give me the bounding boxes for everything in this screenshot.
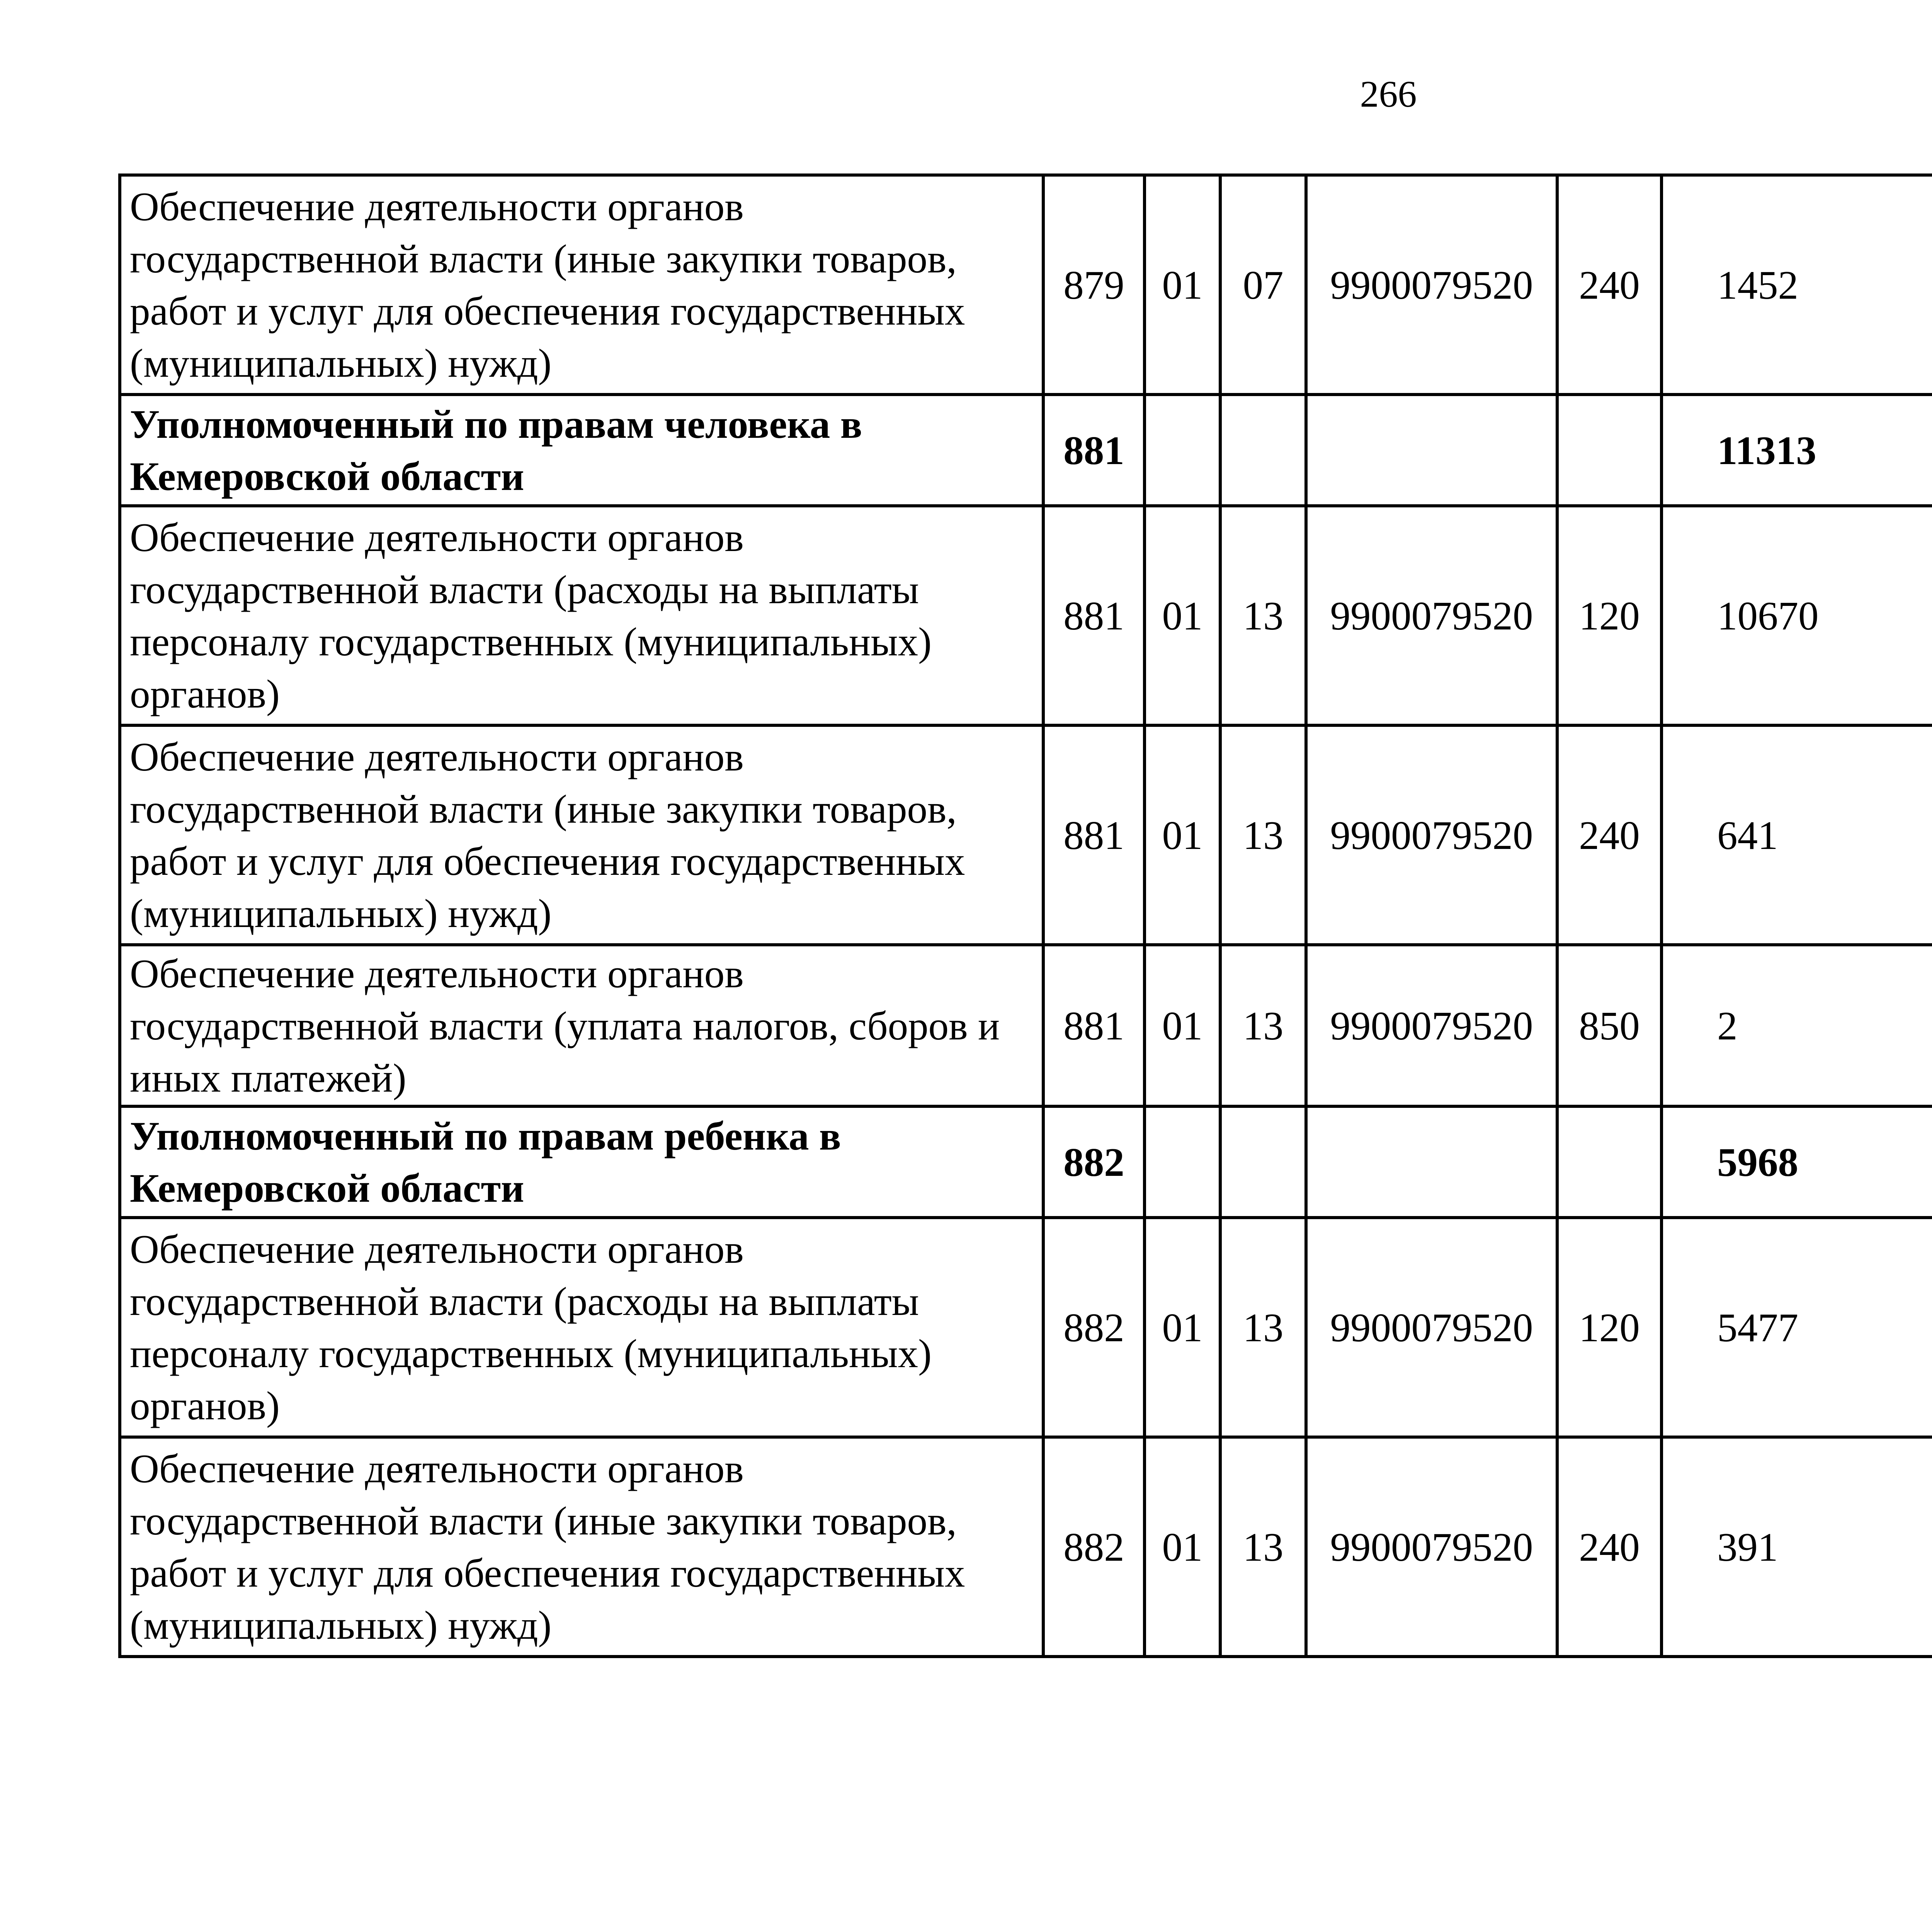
ved-code: 881 xyxy=(1043,945,1145,1106)
subsection-code: 13 xyxy=(1220,1218,1306,1437)
table-row xyxy=(120,1106,1932,1218)
subsection-code xyxy=(1220,1106,1306,1218)
expense-type-code xyxy=(1557,395,1662,506)
subsection-code xyxy=(1220,395,1306,506)
table-row xyxy=(120,506,1932,725)
amount-year-1: 1452 xyxy=(1662,175,1932,395)
budget-table xyxy=(118,173,1932,1658)
ved-code: 881 xyxy=(1043,506,1145,725)
amount-year-1: 2 xyxy=(1662,945,1932,1106)
row-name: Обеспечение деятельности органов государственной власти (иные закупки товаров, работ и услуг для обеспечения государственных (муниципальных) нужд) xyxy=(120,175,1043,395)
target-item-code: 9900079520 xyxy=(1306,506,1557,725)
ved-code: 882 xyxy=(1043,1106,1145,1218)
subsection-code: 13 xyxy=(1220,506,1306,725)
row-name: Обеспечение деятельности органов государственной власти (расходы на выплаты персоналу государственных (муниципальных) органов) xyxy=(120,1218,1043,1437)
row-name: Обеспечение деятельности органов государственной власти (иные закупки товаров, работ и услуг для обеспечения государственных (муниципальных) нужд) xyxy=(120,1437,1043,1657)
subsection-code: 13 xyxy=(1220,945,1306,1106)
target-item-code: 9900079520 xyxy=(1306,175,1557,395)
ved-code: 879 xyxy=(1043,175,1145,395)
row-name: Обеспечение деятельности органов государственной власти (уплата налогов, сборов и иных платежей) xyxy=(120,945,1043,1106)
section-code: 01 xyxy=(1145,945,1220,1106)
subsection-code: 07 xyxy=(1220,175,1306,395)
target-item-code: 9900079520 xyxy=(1306,1437,1557,1657)
section-code: 01 xyxy=(1145,1218,1220,1437)
target-item-code xyxy=(1306,1106,1557,1218)
amount-year-1: 5968 xyxy=(1662,1106,1932,1218)
table-row xyxy=(120,725,1932,945)
table-row xyxy=(120,175,1932,395)
ved-code: 882 xyxy=(1043,1437,1145,1657)
target-item-code xyxy=(1306,395,1557,506)
ved-code: 882 xyxy=(1043,1218,1145,1437)
row-name: Уполномоченный по правам человека в Кемеровской области xyxy=(120,395,1043,506)
subsection-code: 13 xyxy=(1220,1437,1306,1657)
row-name: Обеспечение деятельности органов государственной власти (расходы на выплаты персоналу государственных (муниципальных) органов) xyxy=(120,506,1043,725)
section-code: 01 xyxy=(1145,506,1220,725)
amount-year-1: 10670 xyxy=(1662,506,1932,725)
amount-year-1: 391 xyxy=(1662,1437,1932,1657)
expense-type-code: 240 xyxy=(1557,175,1662,395)
table-row xyxy=(120,945,1932,1106)
expense-type-code: 240 xyxy=(1557,725,1662,945)
table-row xyxy=(120,1437,1932,1657)
row-name: Обеспечение деятельности органов государственной власти (иные закупки товаров, работ и услуг для обеспечения государственных (муниципальных) нужд) xyxy=(120,725,1043,945)
amount-year-1: 11313 xyxy=(1662,395,1932,506)
section-code: 01 xyxy=(1145,1437,1220,1657)
expense-type-code: 120 xyxy=(1557,1218,1662,1437)
expense-type-code xyxy=(1557,1106,1662,1218)
section-code xyxy=(1145,1106,1220,1218)
amount-year-1: 641 xyxy=(1662,725,1932,945)
expense-type-code: 120 xyxy=(1557,506,1662,725)
table-row xyxy=(120,1218,1932,1437)
target-item-code: 9900079520 xyxy=(1306,945,1557,1106)
target-item-code: 9900079520 xyxy=(1306,1218,1557,1437)
target-item-code: 9900079520 xyxy=(1306,725,1557,945)
ved-code: 881 xyxy=(1043,725,1145,945)
section-code: 01 xyxy=(1145,725,1220,945)
expense-type-code: 850 xyxy=(1557,945,1662,1106)
section-code: 01 xyxy=(1145,175,1220,395)
amount-year-1: 5477 xyxy=(1662,1218,1932,1437)
section-code xyxy=(1145,395,1220,506)
subsection-code: 13 xyxy=(1220,725,1306,945)
row-name: Уполномоченный по правам ребенка в Кемеровской области xyxy=(120,1106,1043,1218)
page-number: 266 xyxy=(1360,73,1417,115)
table-row xyxy=(120,395,1932,506)
ved-code: 881 xyxy=(1043,395,1145,506)
expense-type-code: 240 xyxy=(1557,1437,1662,1657)
